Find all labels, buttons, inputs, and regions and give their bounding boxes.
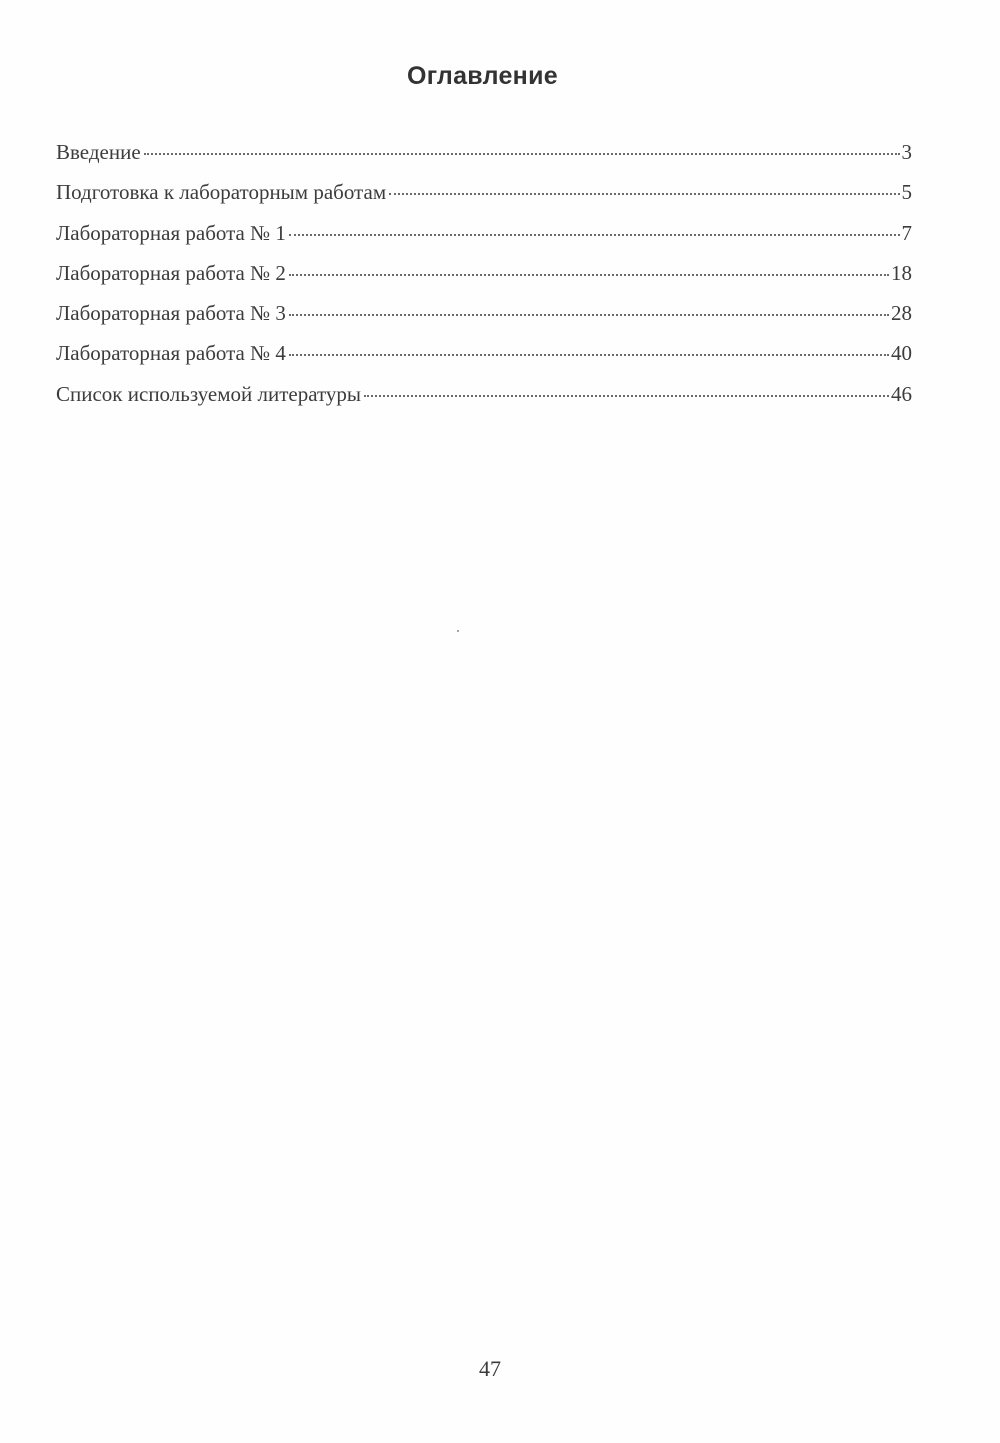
toc-entry-label: Лабораторная работа № 2 [56,260,286,285]
toc-entry-page-number: 28 [891,301,912,326]
toc-entry-label: Лабораторная работа № 3 [56,301,286,326]
toc-entry-label: Лабораторная работа № 1 [56,220,286,245]
table-of-contents [56,140,912,422]
toc-entry-page-number: 18 [891,260,912,285]
toc-entry-page-number: 40 [891,341,912,366]
toc-entry-page-number: 7 [901,220,912,245]
toc-entry-preparation[interactable] [56,180,912,220]
dot-leader [364,395,889,397]
toc-entry-lab-3[interactable] [56,301,912,341]
toc-entry-lab-2[interactable] [56,261,912,301]
toc-entry-label: Подготовка к лабораторным работам [56,180,387,205]
toc-entry-page-number: 5 [901,180,912,205]
toc-entry-introduction[interactable] [56,140,912,180]
toc-entry-lab-1[interactable] [56,221,912,261]
dot-leader [389,193,899,195]
toc-entry-label: Лабораторная работа № 4 [56,341,286,366]
page-title: Оглавление [407,62,558,90]
scan-speck [457,630,459,632]
toc-entry-page-number: 3 [901,140,912,164]
dot-leader [289,314,889,316]
toc-entry-page-number: 46 [891,381,912,406]
toc-entry-label: Введение [56,140,141,164]
toc-entry-references[interactable] [56,382,912,422]
toc-entry-lab-4[interactable] [56,341,912,381]
dot-leader [144,153,900,155]
dot-leader [289,354,889,356]
dot-leader [289,234,900,236]
page-number: 47 [479,1356,501,1381]
toc-entry-label: Список используемой литературы [56,381,362,406]
dot-leader [289,274,889,276]
